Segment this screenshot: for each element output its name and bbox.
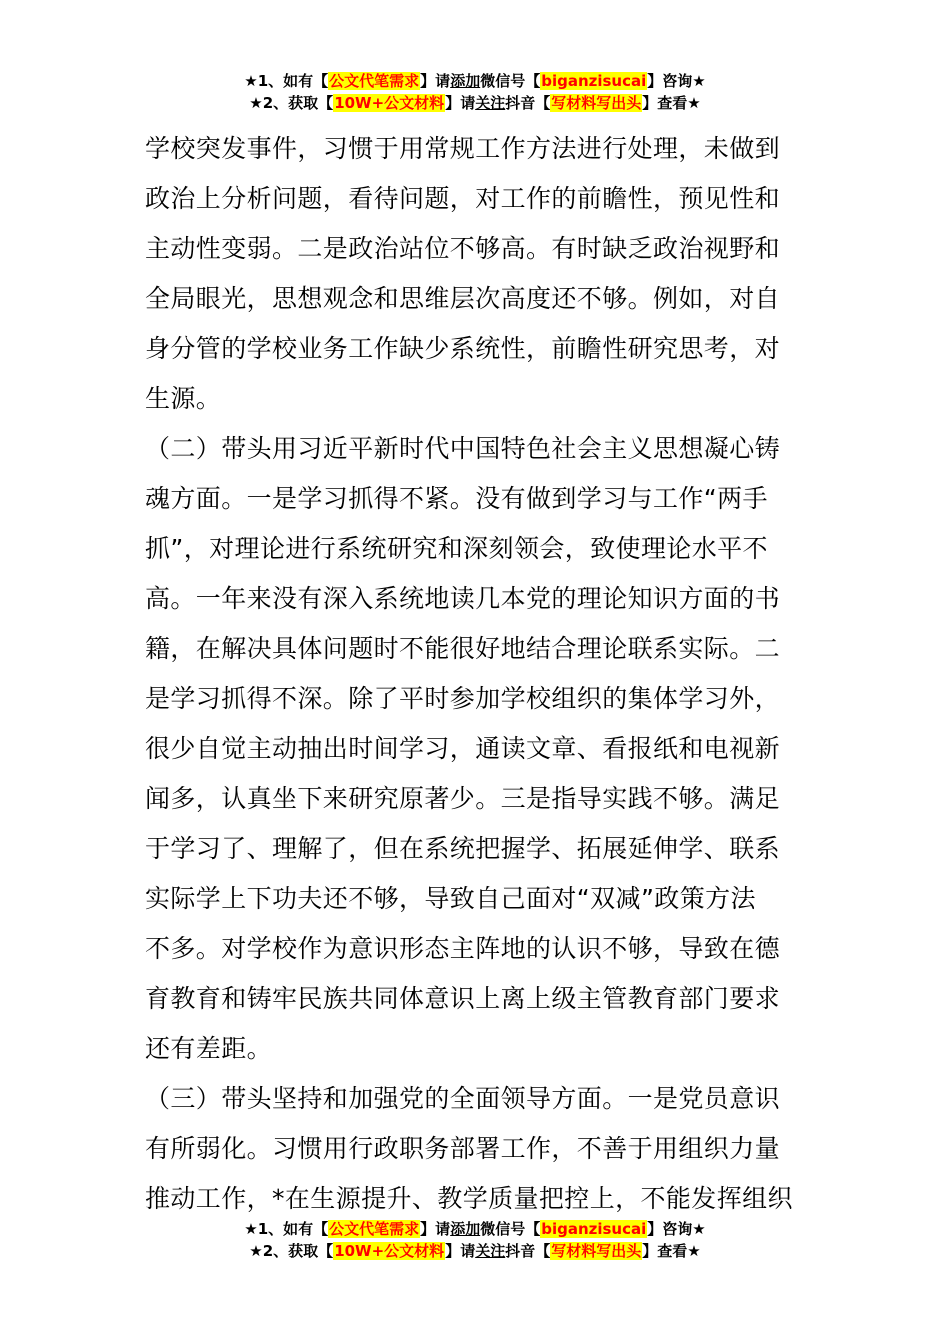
- promo-text: 】咨询★: [647, 72, 706, 90]
- promo-underlined: 添加: [450, 72, 481, 90]
- promo-text: ★2、获取【: [249, 94, 334, 112]
- promo-text: 微信号【: [480, 1220, 541, 1238]
- body-text-line: 主动性变弱。二是政治站位不够高。有时缺乏政治视野和: [145, 234, 781, 263]
- body-text-line: 闻多，认真坐下来研究原著少。三是指导实践不够。满足: [145, 784, 781, 813]
- body-text-line: 籍，在解决具体问题时不能很好地结合理论联系实际。二: [145, 634, 781, 663]
- promo-highlight: 10W+公文材料: [334, 1242, 445, 1260]
- body-text-line: 有所弱化。习惯用行政职务部署工作，不善于用组织力量: [145, 1134, 781, 1163]
- body-text-line: 不多。对学校作为意识形态主阵地的认识不够，导致在德: [145, 934, 781, 963]
- promo-highlight: 10W+公文材料: [334, 94, 445, 112]
- promo-text: 抖音【: [505, 1242, 551, 1260]
- promo-text: 抖音【: [505, 94, 551, 112]
- promo-text: ★1、如有【: [244, 1220, 329, 1238]
- body-text-line: 魂方面。一是学习抓得不紧。没有做到学习与工作“两手: [145, 484, 768, 513]
- promo-line-1: [0, 70, 950, 92]
- body-text-line: 于学习了、理解了，但在系统把握学、拓展延伸学、联系: [145, 834, 781, 863]
- promo-text: 】请: [445, 1242, 476, 1260]
- body-text-line: 是学习抓得不深。除了平时参加学校组织的集体学习外，: [145, 684, 781, 713]
- promo-line-2: [0, 92, 950, 114]
- promo-text: 微信号【: [480, 72, 541, 90]
- body-text-line: （二）带头用习近平新时代中国特色社会主义思想凝心铸: [145, 434, 781, 463]
- body-text-line: 生源。: [145, 384, 222, 413]
- header-promo-banner: [0, 70, 950, 114]
- body-text-line: 还有差距。: [145, 1034, 273, 1063]
- promo-text: 】请: [420, 72, 451, 90]
- body-text-line: （三）带头坚持和加强党的全面领导方面。一是党员意识: [145, 1084, 781, 1113]
- body-text-line: 学校突发事件，习惯于用常规工作方法进行处理，未做到: [145, 134, 781, 163]
- promo-text: 】咨询★: [647, 1220, 706, 1238]
- promo-text: 】查看★: [642, 94, 701, 112]
- promo-line-2: [0, 1240, 950, 1262]
- promo-highlight: 写材料写出头: [551, 1242, 642, 1260]
- body-text-line: 身分管的学校业务工作缺少系统性，前瞻性研究思考，对: [145, 334, 781, 363]
- document-body: [145, 124, 810, 1224]
- promo-underlined: 添加: [450, 1220, 481, 1238]
- promo-text: 】查看★: [642, 1242, 701, 1260]
- body-text-line: 政治上分析问题，看待问题，对工作的前瞻性，预见性和: [145, 184, 781, 213]
- body-text-line: 全局眼光，思想观念和思维层次高度还不够。例如，对自: [145, 284, 781, 313]
- body-text-line: 很少自觉主动抽出时间学习，通读文章、看报纸和电视新: [145, 734, 781, 763]
- promo-text: ★2、获取【: [249, 1242, 334, 1260]
- promo-highlight: biganzisucai: [541, 72, 647, 90]
- promo-highlight: 公文代笔需求: [329, 72, 420, 90]
- promo-highlight: biganzisucai: [541, 1220, 647, 1238]
- promo-text: ★1、如有【: [244, 72, 329, 90]
- promo-underlined: 关注: [475, 1242, 506, 1260]
- promo-text: 】请: [445, 94, 476, 112]
- body-text-line: 推动工作，*在生源提升、教学质量把控上，不能发挥组织: [145, 1184, 793, 1213]
- body-text-line: 育教育和铸牢民族共同体意识上离上级主管教育部门要求: [145, 984, 781, 1013]
- promo-highlight: 公文代笔需求: [329, 1220, 420, 1238]
- promo-line-1: [0, 1218, 950, 1240]
- promo-highlight: 写材料写出头: [551, 94, 642, 112]
- promo-text: 】请: [420, 1220, 451, 1238]
- body-text-line: 高。一年来没有深入系统地读几本党的理论知识方面的书: [145, 584, 781, 613]
- footer-promo-banner: [0, 1218, 950, 1262]
- body-text-line: 实际学上下功夫还不够，导致自己面对“双减”政策方法: [145, 884, 756, 913]
- promo-underlined: 关注: [475, 94, 506, 112]
- body-text-line: 抓”，对理论进行系统研究和深刻领会，致使理论水平不: [145, 534, 768, 563]
